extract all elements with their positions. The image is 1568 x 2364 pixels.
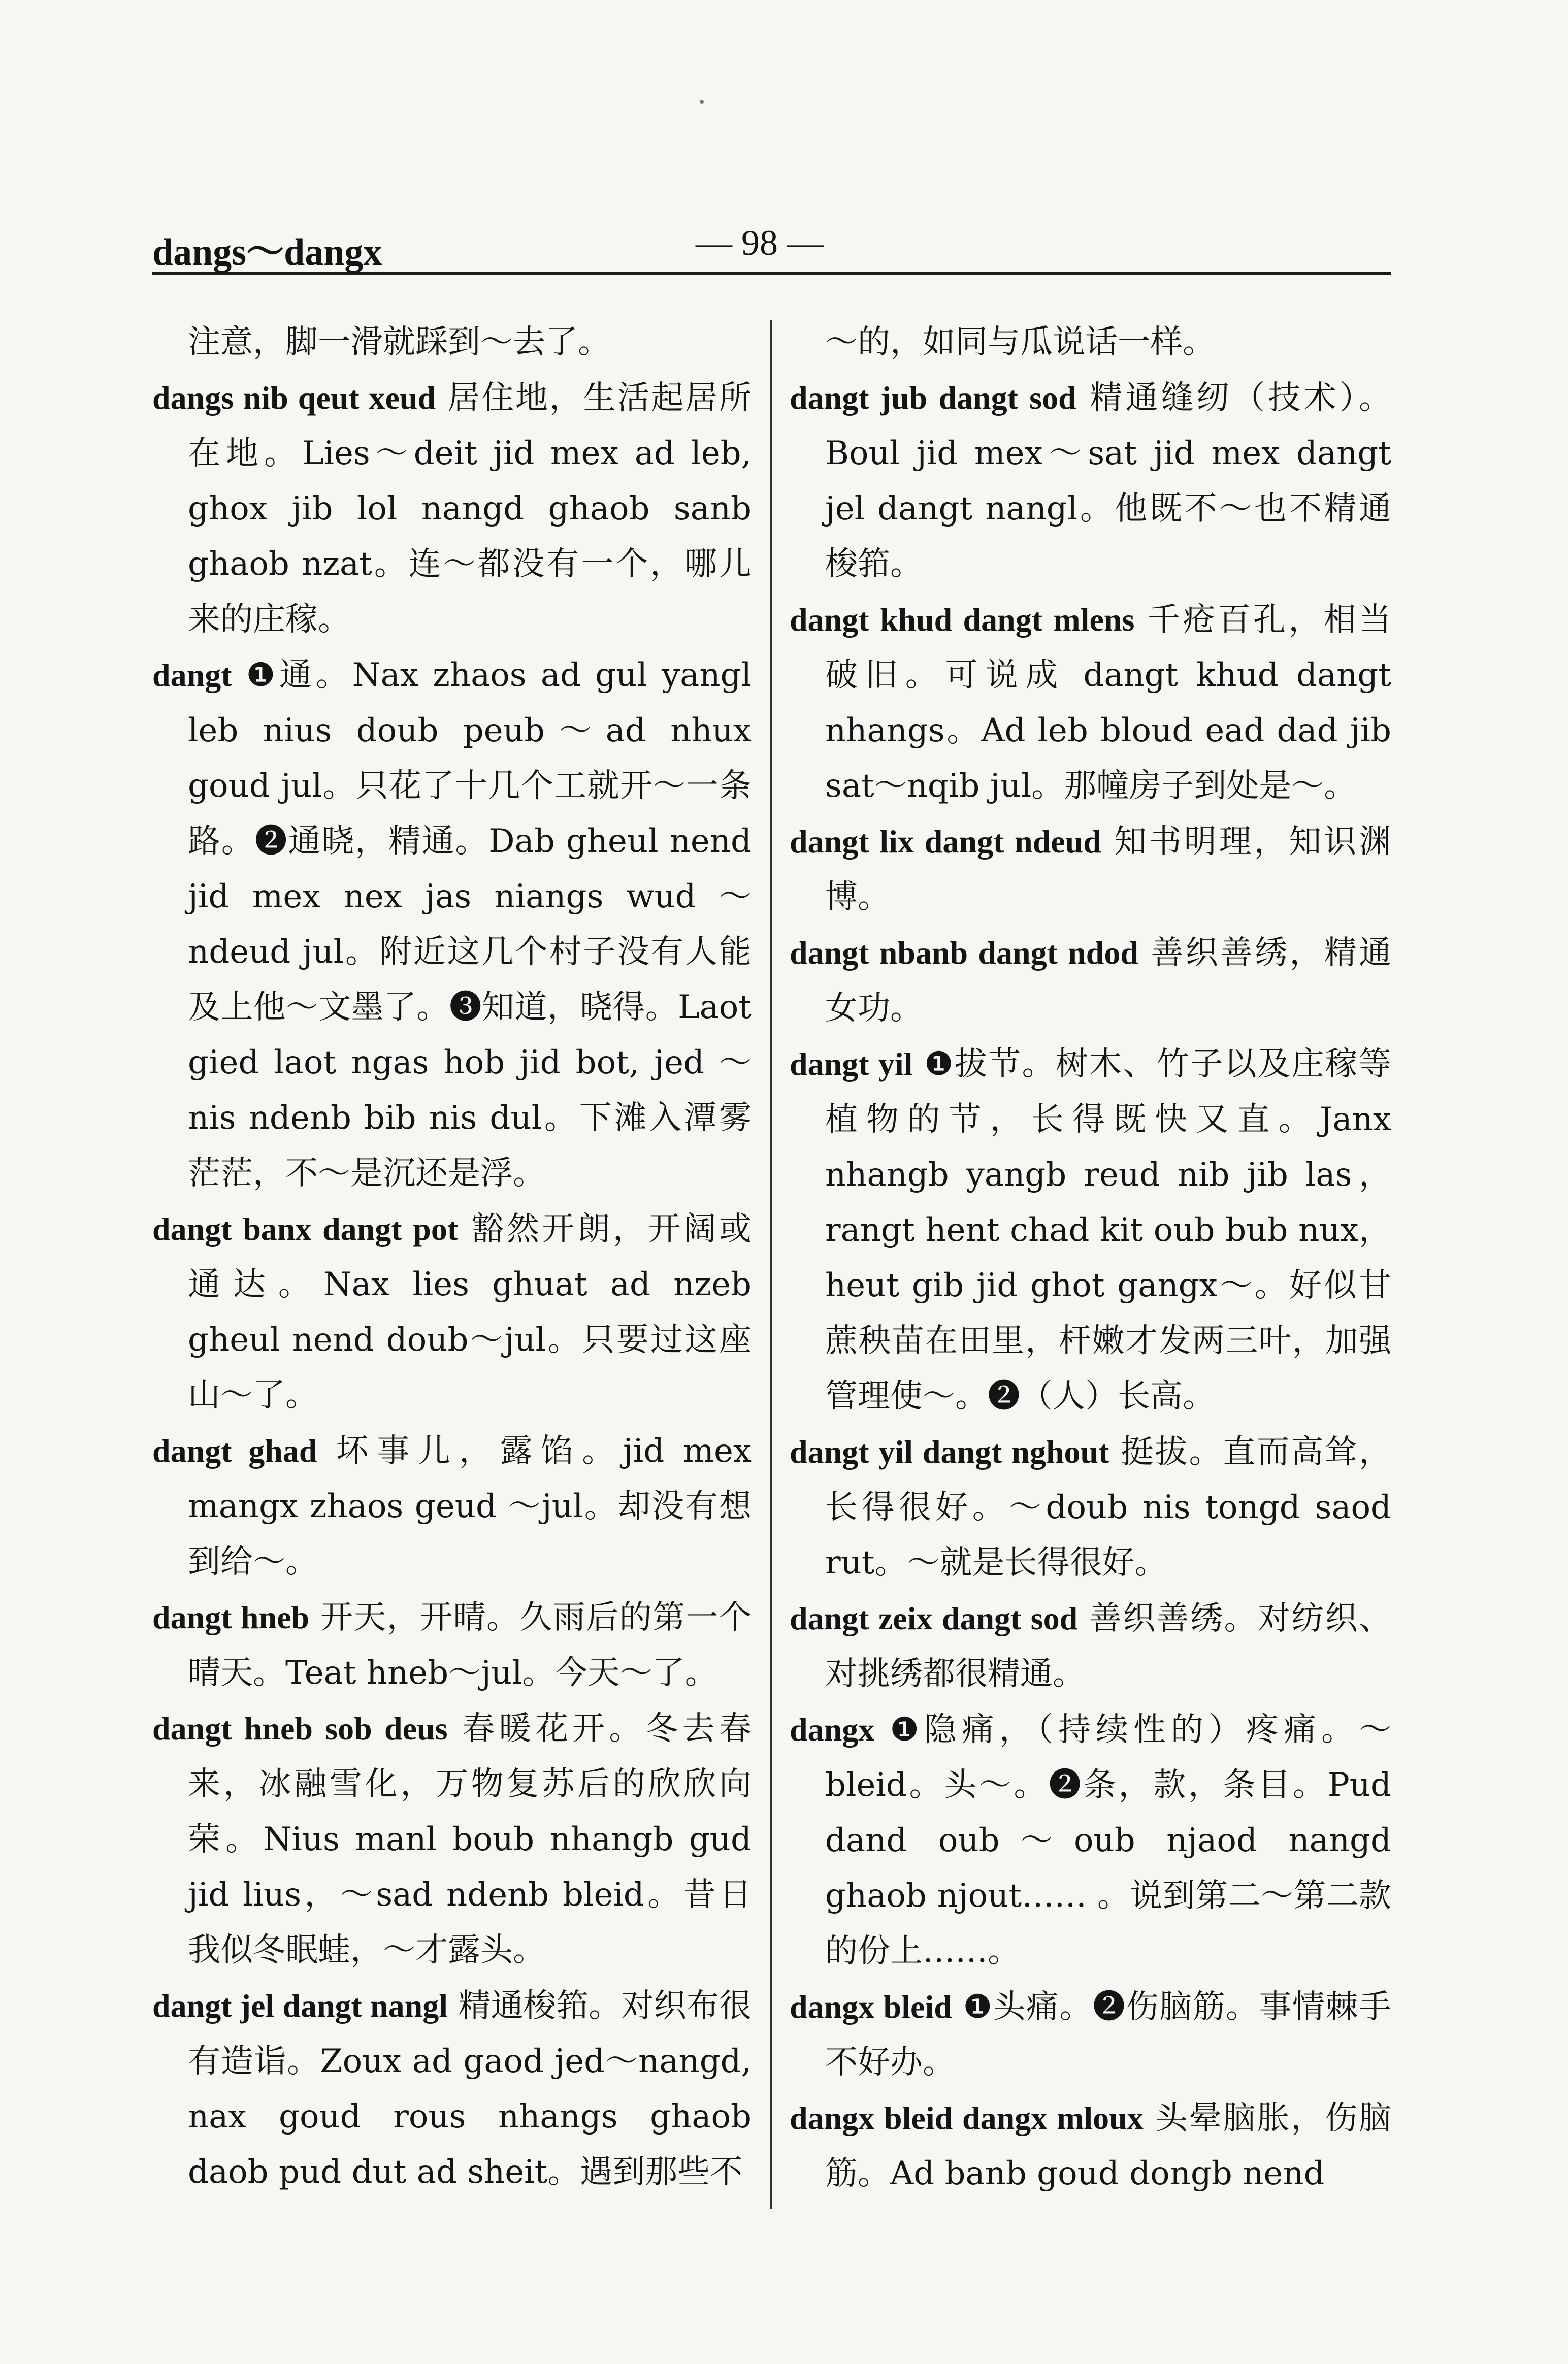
entry-definition: ❶头痛。❷伤脑筋。事情棘手不好办。 bbox=[825, 1988, 1392, 2081]
entry-headword: dangs nib qeut xeud bbox=[152, 380, 436, 416]
entry-headword: dangt ghad bbox=[152, 1433, 317, 1469]
entry-headword: dangt jel dangt nangl bbox=[152, 1988, 448, 2024]
entry-headword: dangt nbanb dangt ndod bbox=[790, 935, 1138, 971]
dictionary-entry bbox=[790, 592, 1391, 814]
entry-definition: 开天，开晴。久雨后的第一个晴天。Teat hneb～jul。今天～了。 bbox=[188, 1599, 752, 1692]
right-column bbox=[790, 315, 1391, 2202]
dictionary-entry bbox=[790, 370, 1391, 592]
entry-definition: 善织善绣，精通女功。 bbox=[825, 934, 1391, 1027]
dictionary-entry bbox=[790, 925, 1391, 1036]
entry-definition: ～的，如同与瓜说话一样。 bbox=[825, 323, 1215, 361]
entry-definition: 善织善绣。对纺织、对挑绣都很精通。 bbox=[825, 1600, 1391, 1693]
entry-continuation bbox=[790, 315, 1391, 370]
dictionary-entry bbox=[790, 1591, 1391, 1702]
entry-definition: 春暖花开。冬去春来，冰融雪化，万物复苏后的欣欣向荣。Nius manl boub nhangb gud jid lius，～sad ndenb bleid。昔日我似冬眠蛙，～才露头。 bbox=[188, 1710, 752, 1969]
entry-definition: 精通梭筘。对织布很有造诣。Zoux ad gaod jed～nangd, nax goud rous nhangs ghaob daob pud dut ad sheit。遇到那些不 bbox=[188, 1987, 752, 2191]
page-number: — 98 — bbox=[696, 222, 824, 263]
entry-definition: 居住地，生活起居所在地。Lies～deit jid mex ad leb, ghox jib lol nangd ghaob sanb ghaob nzat。连～都没有一个，哪儿来的庄稼。 bbox=[188, 379, 752, 638]
entry-definition: 精通缝纫（技术）。Boul jid mex～sat jid mex dangt jel dangt nangl。他既不～也不精通梭筘。 bbox=[825, 379, 1392, 583]
left-column bbox=[152, 315, 752, 2200]
entry-headword: dangt banx dangt pot bbox=[152, 1211, 459, 1247]
entry-headword: dangt bbox=[152, 657, 232, 693]
entry-headword: dangt lix dangt ndeud bbox=[790, 824, 1101, 860]
entry-headword: dangt yil dangt nghout bbox=[790, 1434, 1109, 1470]
entry-headword: dangt yil bbox=[790, 1046, 913, 1082]
entry-definition: ❶隐痛，（持续性的）疼痛。～bleid。头～。❷条，款，条目。Pud dand oub～oub njaod nangd ghaob njout…… 。说到第二～第二款的份上……。 bbox=[825, 1711, 1391, 1970]
entry-definition: 头晕脑胀，伤脑筋。Ad banb goud dongb nend bbox=[825, 2099, 1391, 2192]
column-divider bbox=[770, 320, 772, 2209]
dictionary-entry bbox=[790, 1424, 1391, 1591]
dictionary-entry bbox=[152, 1201, 752, 1423]
dictionary-entry bbox=[790, 814, 1391, 925]
entry-definition: ❶拔节。树木、竹子以及庄稼等植物的节，长得既快又直。Janx nhangb yangb reud nib jib las，rangt hent chad kit oub bub nux，heut gib jid ghot gangx～。好似甘蔗秧苗在田里，杆嫩才发两三叶，加强管理使～。❷（人）长高。 bbox=[825, 1045, 1392, 1415]
entry-definition: 知书明理，知识渊博。 bbox=[825, 823, 1392, 916]
entry-definition: 千疮百孔，相当破旧。可说成 dangt khud dangt nhangs。Ad leb bloud ead dad jib sat～nqib jul。那幢房子到处是～。 bbox=[825, 601, 1391, 805]
entry-headword: dangt hneb bbox=[152, 1599, 310, 1635]
dictionary-entry bbox=[790, 2090, 1391, 2202]
entry-headword: dangt hneb sob deus bbox=[152, 1711, 448, 1747]
dictionary-entry bbox=[152, 1978, 752, 2200]
dictionary-entry bbox=[790, 1702, 1391, 1979]
dictionary-entry bbox=[152, 1423, 752, 1590]
page-header bbox=[152, 216, 1391, 275]
scan-speck bbox=[700, 100, 704, 104]
dictionary-entry bbox=[152, 1590, 752, 1701]
entry-headword: dangx bleid bbox=[790, 1989, 952, 2025]
entry-headword: dangt zeix dangt sod bbox=[790, 1600, 1078, 1636]
entry-headword: dangx bleid dangx mloux bbox=[790, 2100, 1144, 2136]
dictionary-entry bbox=[790, 1979, 1391, 2090]
entry-definition: ❶通。Nax zhaos ad gul yangl leb nius doub peub～ad nhux goud jul。只花了十几个工就开～一条路。❷通晓，精通。Dab gheul nend jid mex nex jas niangs wud ～ ndeud jul。附近这几个村子没有人能及上他～文墨了。❸知道，晓得。Laot gied laot ngas hob jid bot, jed ～nis ndenb bib nis dul。下滩入潭雾茫茫，不～是沉还是浮。 bbox=[188, 656, 752, 1192]
entry-definition: 豁然开朗，开阔或通达。Nax lies ghuat ad nzeb gheul nend doub～jul。只要过这座山～了。 bbox=[188, 1210, 752, 1414]
entry-headword: dangt khud dangt mlens bbox=[790, 602, 1135, 638]
dictionary-entry bbox=[152, 370, 752, 647]
dictionary-entry bbox=[152, 647, 752, 1201]
entry-headword: dangx bbox=[790, 1712, 875, 1748]
entry-definition: 挺拔。直而高耸，长得很好。～doub nis tongd saod rut。～就是长得很好。 bbox=[825, 1433, 1392, 1582]
entry-definition: 坏事儿，露馅。jid mex mangx zhaos geud ～jul。却没有想到给～。 bbox=[188, 1432, 752, 1581]
entry-headword: dangt jub dangt sod bbox=[790, 380, 1076, 416]
dictionary-entry bbox=[790, 1036, 1391, 1424]
header-range: dangs～dangx bbox=[152, 232, 382, 273]
dictionary-entry bbox=[152, 1701, 752, 1978]
entry-continuation bbox=[152, 315, 752, 370]
entry-definition: 注意，脚一滑就踩到～去了。 bbox=[188, 323, 610, 361]
